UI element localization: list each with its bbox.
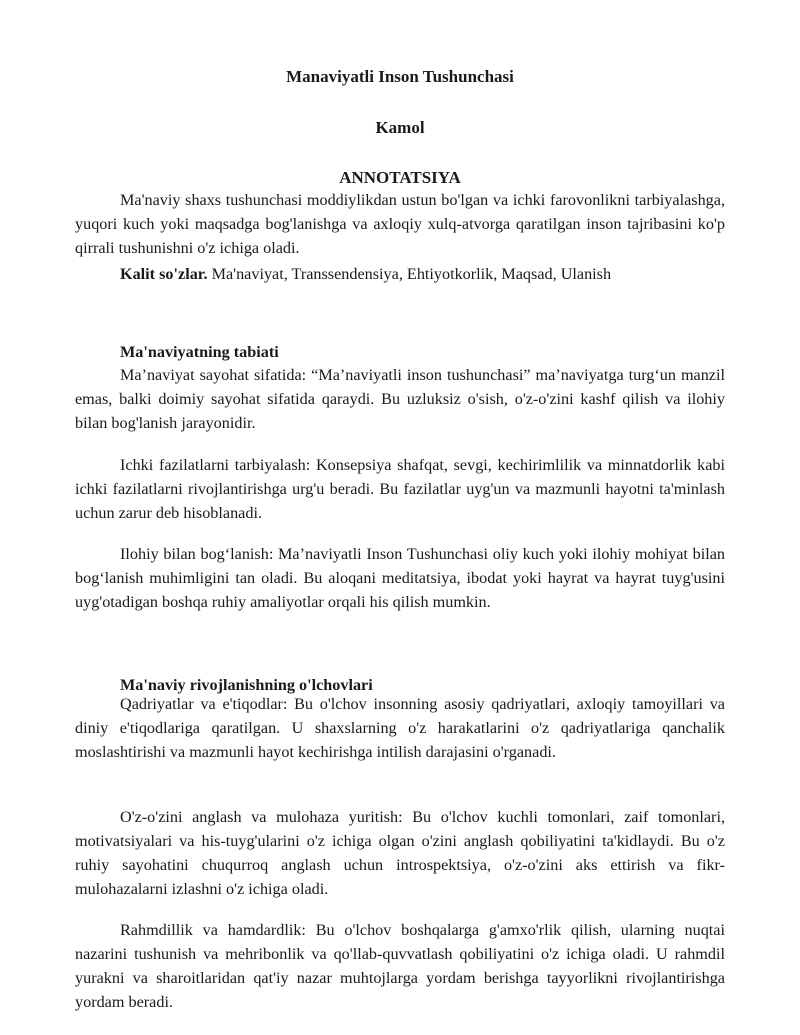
paragraph-values-beliefs: Qadriyatlar va e'tiqodlar: Bu o'lchov insonning asosiy qadriyatlari, axloqiy tamoyillari va diniy e'tiqodlariga qaratilgan. U shaxslarning o'z harakatlarini o'z qadriyatlariga qanchalik moslashtirishi va mazmunli hayot kechirishga intilish darajasini o'rganadi. bbox=[75, 695, 725, 761]
section-heading-dimensions: Ma'naviy rivojlanishning o'lchovlari bbox=[120, 676, 373, 694]
keywords-label: Kalit so'zlar. bbox=[120, 265, 208, 283]
annotation-paragraph: Ma'naviy shaxs tushunchasi moddiylikdan ustun bo'lgan va ichki farovonlikni tarbiyalashga, yuqori kuch yoki maqsadga bog'lanishga va axloqiy xulq-atvorga qaratilgan inson tajribasini ko'p qirrali tushunishni o'z ichiga oladi. bbox=[75, 191, 725, 257]
keywords-line bbox=[120, 262, 730, 286]
paragraph-journey: Ma’naviyat sayohat sifatida: “Ma’naviyatli inson tushunchasi” ma’naviyatga turg‘un manzil emas, balki doimiy sayohat sifatida qaraydi. Bu uzluksiz o'sish, o'z-o'zini kashf qilish va ilohiy bilan bog'lanish jarayonidir. bbox=[75, 366, 725, 432]
paragraph-self-awareness: O'z-o'zini anglash va mulohaza yuritish: Bu o'lchov kuchli tomonlari, zaif tomonlari, motivatsiyalari va his-tuyg'ularini o'z ichiga olgan o'zini anglash qobiliyatini ta'kidlaydi. Bu o'z ruhiy sayohatini chuqurroq anglash uchun introspektsiya, o'z-o'zini aks ettirish va fikr-mulohazalarni izlashni o'z ichiga oladi. bbox=[75, 808, 725, 898]
paragraph-compassion: Rahmdillik va hamdardlik: Bu o'lchov boshqalarga g'amxo'rlik qilish, ularning nuqtai nazarini tushunish va mehribonlik va qo'llab-quvvatlash qobiliyatini o'z ichiga oladi. U rahmdil yurakni va sharoitlaridan qat'iy nazar muhtojlarga yordam berishga tayyorlikni rivojlantirishga yordam beradi. bbox=[75, 921, 725, 1011]
author-name: Kamol bbox=[375, 118, 425, 137]
annotation-heading: ANNOTATSIYA bbox=[339, 168, 461, 187]
document-title: Manaviyatli Inson Tushunchasi bbox=[286, 67, 514, 86]
paragraph-inner-virtues: Ichki fazilatlarni tarbiyalash: Konsepsiya shafqat, sevgi, kechirimlilik va minnatdorlik kabi ichki fazilatlarni rivojlantirishga urg'u beradi. Bu fazilatlar uyg'un va mazmunli hayotni ta'minlash uchun zarur deb hisoblanadi. bbox=[75, 456, 725, 522]
keywords-text: Ma'naviyat, Transsendensiya, Ehtiyotkorlik, Maqsad, Ulanish bbox=[207, 265, 612, 283]
section-heading-nature: Ma'naviyatning tabiati bbox=[120, 343, 279, 361]
paragraph-divine-connection: Ilohiy bilan bog‘lanish: Ma’naviyatli Inson Tushunchasi oliy kuch yoki ilohiy mohiyat bilan bog‘lanish muhimligini tan oladi. Bu aloqani meditatsiya, ibodat yoki hayrat va hayrat tuyg'usini uyg'otadigan boshqa ruhiy amaliyotlar orqali his qilish mumkin. bbox=[75, 545, 725, 611]
